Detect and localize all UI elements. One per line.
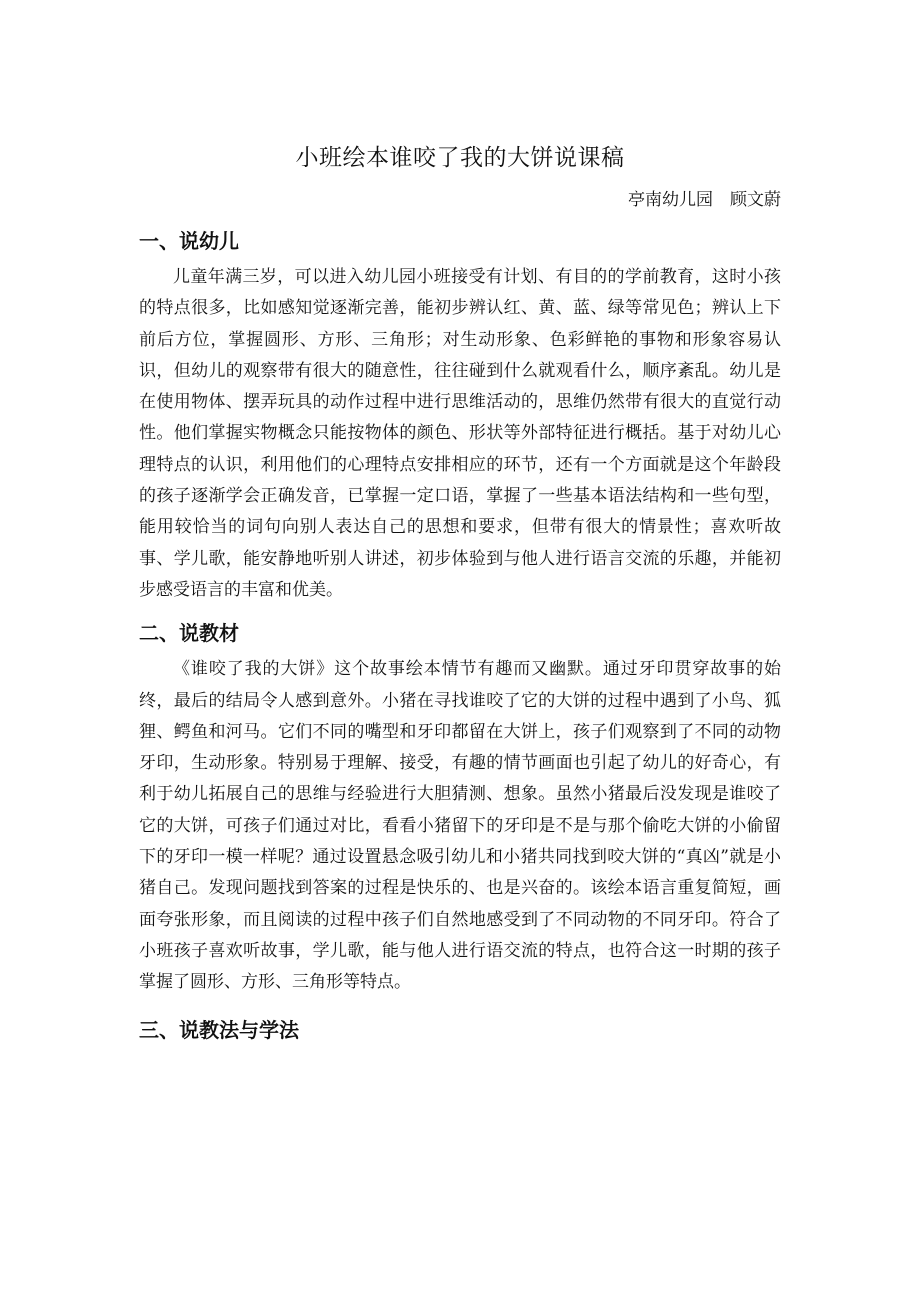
author-line: 亭南幼儿园 顾文蔚 — [628, 190, 781, 210]
section-paragraph-children: 儿童年满三岁，可以进入幼儿园小班接受有计划、有目的的学前教育，这时小孩的特点很多，比如感知觉逐渐完善，能初步辨认红、黄、蓝、绿等常见色；辨认上下前后方位，掌握圆形、方形、三角形；对生动形象、色彩鲜艳的事物和形象容易认识，但幼儿的观察带有很大的随意性，往往碰到什么就观看什么，顺序紊乱。幼儿是在使用物体、摆弄玩具的动作过程中进行思维活动的，思维仍然带有很大的直觉行动性。他们掌握实物概念只能按物体的颜色、形状等外部特征进行概括。基于对幼儿心理特点的认识，利用他们的心理特点安排相应的环节，还有一个方面就是这个年龄段的孩子逐渐学会正确发音，已掌握一定口语，掌握了一些基本语法结构和一些句型，能用较恰当的词句向别人表达自己的思想和要求，但带有很大的情景性；喜欢听故事、学儿歌，能安静地听别人讲述，初步体验到与他人进行语言交流的乐趣，并能初步感受语言的丰富和优美。 — [139, 267, 781, 600]
document-page — [139, 128, 781, 1051]
section-heading-methods: 三、说教法与学法 — [139, 1017, 299, 1042]
section-heading-materials: 二、说教材 — [139, 621, 239, 646]
section-paragraph-materials: 《谁咬了我的大饼》这个故事绘本情节有趣而又幽默。通过牙印贯穿故事的始终，最后的结局令人感到意外。小猪在寻找谁咬了它的大饼的过程中遇到了小鸟、狐狸、鳄鱼和河马。它们不同的嘴型和牙印都留在大饼上，孩子们观察到了不同的动物牙印，生动形象。特别易于理解、接受，有趣的情节画面也引起了幼儿的好奇心，有利于幼儿拓展自己的思维与经验进行大胆猜测、想象。虽然小猪最后没发现是谁咬了它的大饼，可孩子们通过对比，看看小猪留下的牙印是不是与那个偷吃大饼的小偷留下的牙印一模一样呢？通过设置悬念吸引幼儿和小猪共同找到咬大饼的“真凶”就是小猪自己。发现问题找到答案的过程是快乐的、也是兴奋的。该绘本语言重复简短，画面夸张形象，而且阅读的过程中孩子们自然地感受到了不同动物的不同牙印。符合了小班孩子喜欢听故事，学儿歌，能与他人进行语交流的特点，也符合这一时期的孩子掌握了圆形、方形、三角形等特点。 — [139, 659, 781, 993]
document-title: 小班绘本谁咬了我的大饼说课稿 — [295, 145, 625, 171]
section-heading-children: 一、说幼儿 — [139, 229, 239, 253]
